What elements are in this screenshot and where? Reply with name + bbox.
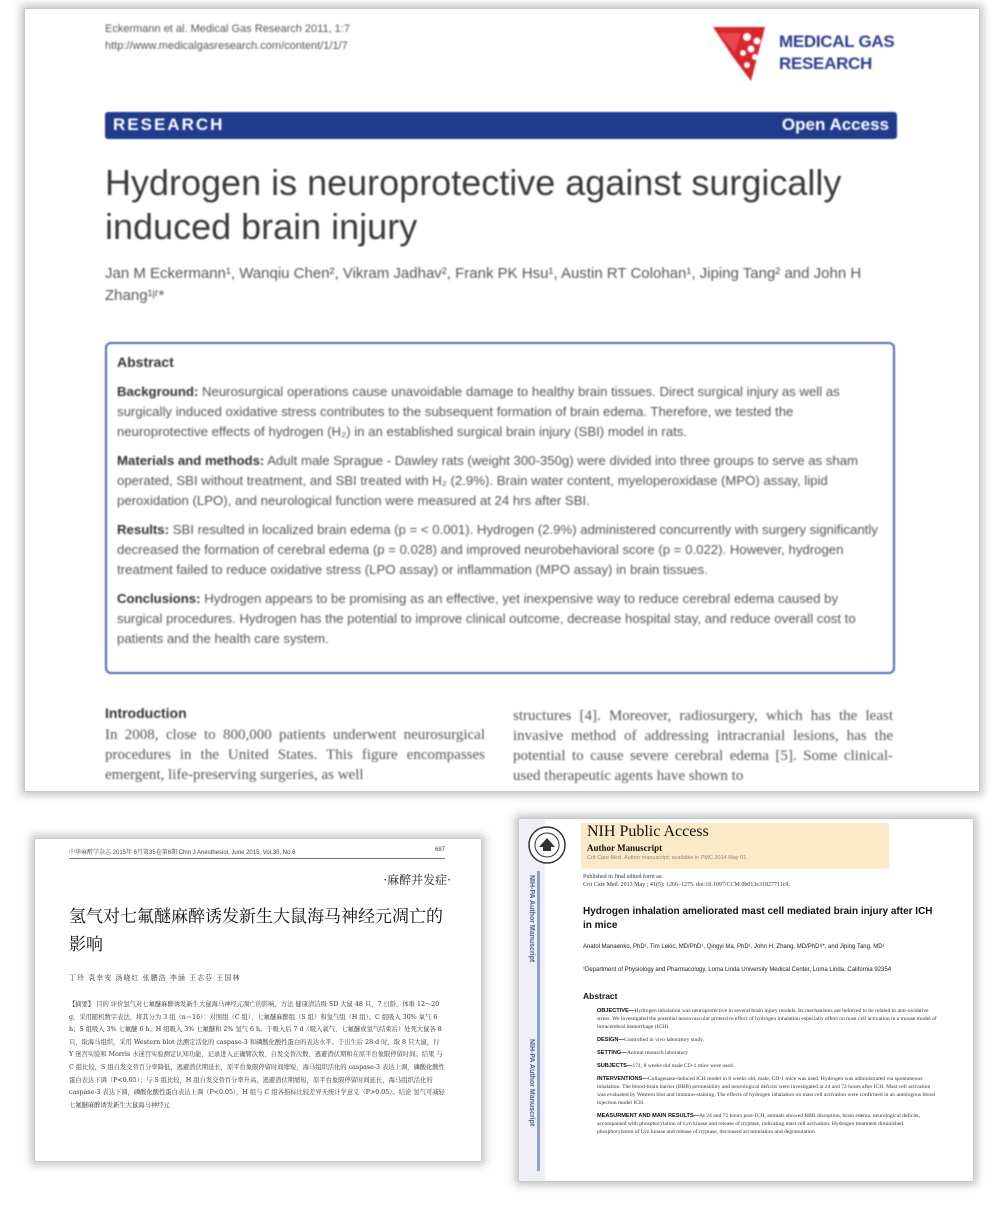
interventions-label: INTERVENTIONS— [597, 1076, 648, 1082]
article-authors: 丁玲 袁幸安 汤晓红 张鹏浩 李涵 王志芬 王国林 [69, 974, 241, 982]
subjects-label: SUBJECTS— [597, 1063, 633, 1069]
section-label: RESEARCH [113, 115, 225, 134]
open-access-article-page [24, 8, 980, 792]
side-strip [519, 819, 545, 1181]
abstract-box [105, 342, 895, 674]
journal-logo-icon [711, 23, 767, 83]
section-banner [105, 112, 897, 139]
journal-name-line-2: RESEARCH [779, 54, 873, 73]
side-label-bottom: NIH-PA Author Manuscript [528, 1039, 535, 1127]
article-authors: Jan M Eckermann¹, Wanqiu Chen², Vikram Jadhav², Frank PK Hsu¹, Austin RT Colohan¹, Jiping Tang² and John H Zhang¹ʲʳ* [105, 265, 862, 304]
nih-subtitle: Author Manuscript [587, 843, 663, 853]
journal-header [69, 847, 445, 859]
abstract-subjects [597, 1062, 937, 1070]
methods-text: Adult male Sprague - Dawley rats (weight 300-350g) were divided into three groups to serve as sham operated, SBI without treatment, and SBI treated with H₂ (2.9%). Brain water content, myeloperoxidase (MPO) assay, lipid peroxidation (LPO), and neurological function were measured at 24 hrs after SBI. [117, 453, 859, 508]
journal-name [779, 31, 894, 75]
results-label: MEASURMENT AND MAIN RESULTS— [597, 1113, 700, 1119]
results-text: At 24 and 72 hours post-ICH, animals showed BBB disruption, brain edema, neurological deficits, accompanied with phosphorylation of Lyn kinase and release of tryptase, indicating mast cell activation. Hydrogen treatment diminished phosphorylation of Lyn kinase and release of tryptase, decreased accumulation and degranulation [597, 1113, 921, 1135]
introduction-column-2: structures [4]. Moreover, radiosurgery, which has the least invasive method of addressing intracranial lesions, has the potential to cause severe cerebral edema [5]. Some clinical-used therapeutic agents have shown to [513, 708, 893, 784]
published-info [583, 873, 923, 889]
objective-label: OBJECTIVE— [597, 1008, 635, 1014]
abstract-objective [597, 1007, 937, 1031]
side-label-top: NIH-PA Author Manuscript [528, 875, 535, 963]
setting-text: Animal research laboratory [626, 1050, 689, 1056]
abstract-setting [597, 1049, 937, 1057]
nih-manuscript-page [518, 818, 974, 1182]
side-bar [537, 871, 540, 1171]
journal-header-text: 中华麻醉学杂志 2015年 6月第35卷第6期 Chin J Anesthesiol, June 2015, Vol.35, No.6 [69, 850, 296, 856]
abstract-body [597, 1007, 937, 1141]
methods-label: Materials and methods: [117, 453, 265, 468]
abstract-heading: Abstract [117, 354, 174, 370]
section-label: ·麻醉并发症· [383, 873, 451, 887]
results-text: SBI resulted in localized brain edema (p = < 0.001). Hydrogen (2.9%) administered concurrently with surgery significantly decreased the formation of cerebral edema (p = 0.028) and improved neurobehavioral score (p = 0.022). However, hydrogen treatment failed to reduce oxidative stress (LPO assay) or inflammation (MPO assay) in brain tissues. [117, 522, 878, 577]
abstract-conclusions [117, 589, 883, 649]
article-authors: Anatol Manaenko, PhD¹, Tim Lekic, MD/PhD¹, Qingyi Ma, PhD¹, John H. Zhang, MD/PhD¹ʲ*, and Jiping Tang, MD¹ [583, 944, 885, 950]
article-abstract: 【摘要】 目的 评价氢气对七氟醚麻醉诱发新生大鼠海马神经元凋亡的影响。方法 健康清洁级 SD 大鼠 48 只，7 日龄，体重 12～20 g，采用随机数字表法，将其分为 3 组（n＝16）：对照组（C 组）、七氟醚麻醉组（S 组）和氢气组（H 组）。C 组吸入 30% 氧气 6 h；S 组吸入 3% 七氟醚 6 h；H 组吸入 3% 七氟醚和 2% 氢气 6 h。于吸入后 7 d（吸入氧气、七氟醚或氢气结束后）处死大鼠各 8 只，取海马组织，采用 Western blot 法测定活化的 caspase-3 和磷酸化酸性蛋白的表达水平。于出生后 28 d 时，取 8 只大鼠，行 Y 迷宫实验和 Morris 水迷宫实验测定认知功能，记录进入正确臂次数、自发交替次数、逃避潜伏期和在原平台象限停留时间。结果 与 C 组比较，S 组自发交替百分率降低，逃避潜伏期延长，原平台象限停留时间缩短，海马组织活化的 caspase-3 表达上调，磷酸化酸性蛋白表达下调（P<0.05）；与 S 组比较，H 组自发交替百分率升高，逃避潜伏期缩短，原平台象限停留时间延长，海马组织活化的 caspase-3 表达下调，磷酸化酸性蛋白表达上调（P<0.05），H 组与 C 组各指标比较差异无统计学意义（P>0.05）。结论 氢气可减轻七氟醚麻醉诱发新生大鼠海马神经元 [69, 1001, 445, 1109]
nih-citation: Crit Care Med. Author manuscript; available in PMC 2014 May 01. [587, 855, 748, 861]
abstract-design [597, 1036, 937, 1044]
design-label: DESIGN— [597, 1037, 625, 1043]
nih-title: NIH Public Access [587, 823, 709, 840]
interventions-text: Collagenase-induced ICH model in 8 weeks old, male, CD-1 mice was used. Hydrogen was administrated via spontaneous inhalation. The blood-brain barrier (BBB) permeability and neurological deficits were investigated at 24 and 72 hours after ICH. Mast cell activation was evaluated by Western blot and immuno-staining. The effects of hydrogen inhalation on mast cell activation were confirmed in an autologous blood injection model ICH. [597, 1076, 936, 1106]
conclusions-label: Conclusions: [117, 591, 201, 606]
abstract-results [117, 520, 883, 580]
journal-name-line-1: MEDICAL GAS [779, 32, 895, 51]
background-label: Background: [117, 384, 199, 399]
author-affiliation: ¹Department of Physiology and Pharmacology, Loma Linda University Medical Center, Loma Linda, California 92354 [583, 967, 892, 973]
citation-url: http://www.medicalgasresearch.com/content/1/1/7 [105, 40, 348, 52]
background-text: Neurosurgical operations cause unavoidable damage to healthy brain tissues. Direct surgical injury as well as surgically induced oxidative stress contributes to the subsequent formation of brain edema. Therefore, we tested the neuroprotective effects of hydrogen (H₂) in an established surgical brain injury (SBI) model in rats. [117, 384, 840, 439]
introduction-heading: Introduction [105, 705, 187, 721]
abstract-heading: Abstract [583, 991, 618, 1001]
article-title: 氢气对七氟醚麻醉诱发新生大鼠海马神经元凋亡的影响 [69, 907, 443, 955]
abstract-interventions [597, 1075, 937, 1107]
citation-line-1: Eckermann et al. Medical Gas Research 2011, 1:7 [105, 23, 350, 35]
introduction-column-1: In 2008, close to 800,000 patients underwent neurosurgical procedures in the United States. This figure encompasses emergent, life-preserving surgeries, as well [105, 727, 485, 783]
published-line-1: Published in final edited form as: [583, 874, 663, 880]
abstract-methods [117, 451, 883, 511]
abstract-background [117, 382, 883, 442]
abstract-results [597, 1112, 937, 1136]
chinese-article-page [34, 838, 482, 1162]
nih-seal-icon [527, 825, 567, 865]
objective-text: Hydrogen inhalation was neuroprotective in several brain injury models. Its mechanisms are believed to be related to anti-oxidative stress. We investigated the potential neurovascular protective effect of hydrogen inhalation especially effect on mast cell activation in a mouse model of intracerebral hemorrhage (ICH). [597, 1008, 937, 1030]
conclusions-text: Hydrogen appears to be promising as an effective, yet inexpensive way to reduce cerebral edema caused by surgical procedures. Hydrogen has the potential to improve clinical outcome, decrease hospital stay, and reduce overall cost to patients and the health care system. [117, 591, 856, 646]
published-line-2: Crit Care Med. 2013 May ; 41(5): 1266–1275. doi:10.1097/CCM.0b013e31827711c9. [583, 882, 790, 888]
design-text: Controlled in vivo laboratory study. [624, 1037, 705, 1043]
article-title: Hydrogen is neuroprotective against surgically induced brain injury [105, 162, 842, 247]
page-number: 687 [434, 847, 445, 853]
citation [105, 21, 350, 55]
open-access-label: Open Access [781, 115, 889, 134]
article-title: Hydrogen inhalation ameliorated mast cell mediated brain injury after ICH in mice [583, 906, 933, 931]
setting-label: SETTING— [597, 1050, 627, 1056]
subjects-text: 171, 8 weeks old male CD-1 mice were used. [632, 1063, 735, 1069]
results-label: Results: [117, 522, 170, 537]
